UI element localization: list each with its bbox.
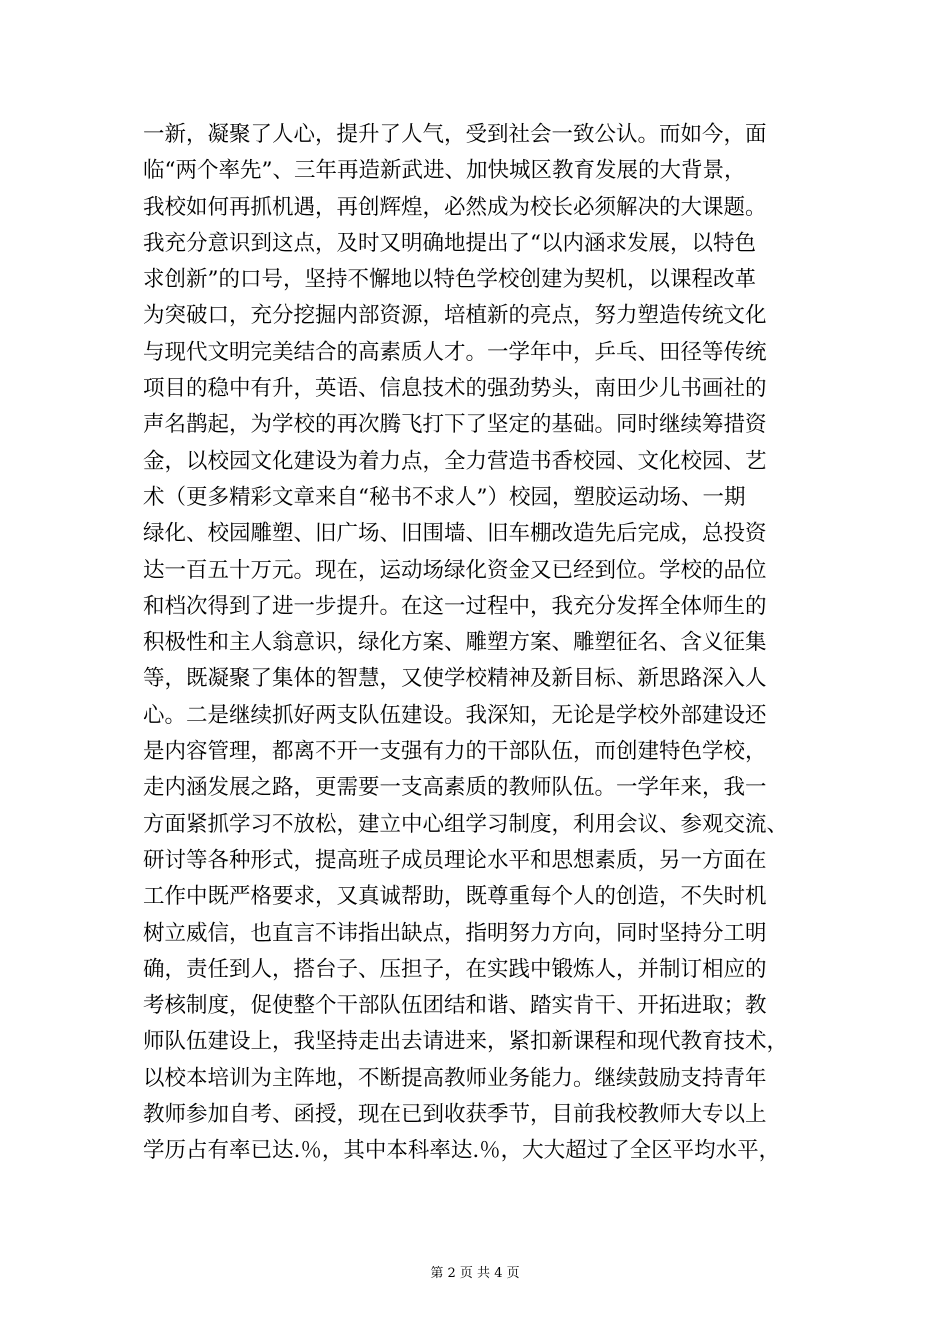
text-line: 教师参加自考、函授，现在已到收获季节，目前我校教师大专以上 <box>143 1102 767 1128</box>
text-line: 求创新”的口号，坚持不懈地以特色学校创建为契机，以课程改革 <box>143 267 756 293</box>
page-number-footer: 第 2 页 共 4 页 <box>430 1266 520 1281</box>
text-line: 积极性和主人翁意识，绿化方案、雕塑方案、雕塑征名、含义征集 <box>143 630 767 656</box>
text-line: 工作中既严格要求，又真诚帮助，既尊重每个人的创造，不失时机 <box>143 884 767 910</box>
text-line: 临“两个率先”、三年再造新武进、加快城区教育发展的大背景， <box>143 158 746 184</box>
text-line: 术（更多精彩文章来自“秘书不求人”）校园，塑胶运动场、一期 <box>143 484 746 510</box>
text-line: 我校如何再抓机遇，再创辉煌，必然成为校长必须解决的大课题。 <box>143 194 767 220</box>
text-line: 为突破口，充分挖掘内部资源，培植新的亮点，努力塑造传统文化 <box>143 303 767 329</box>
text-line: 达一百五十万元。现在，运动场绿化资金又已经到位。学校的品位 <box>143 557 767 583</box>
text-line: 与现代文明完美结合的高素质人才。一学年中，乒乓、田径等传统 <box>143 339 767 365</box>
text-line: 项目的稳中有升，英语、信息技术的强劲势头，南田少儿书画社的 <box>143 376 767 402</box>
text-line: 心。二是继续抓好两支队伍建设。我深知，无论是学校外部建设还 <box>143 702 767 728</box>
text-line: 确，责任到人，搭台子、压担子，在实践中锻炼人，并制订相应的 <box>143 956 767 982</box>
text-line: 绿化、校园雕塑、旧广场、旧围墙、旧车棚改造先后完成，总投资 <box>143 521 767 547</box>
text-line: 树立威信，也直言不讳指出缺点，指明努力方向，同时坚持分工明 <box>143 920 767 946</box>
text-line: 走内涵发展之路，更需要一支高素质的教师队伍。一学年来，我一 <box>143 775 767 801</box>
text-line: 等，既凝聚了集体的智慧，又使学校精神及新目标、新思路深入人 <box>143 666 767 692</box>
text-line: 以校本培训为主阵地，不断提高教师业务能力。继续鼓励支持青年 <box>143 1065 767 1091</box>
text-line: 是内容管理，都离不开一支强有力的干部队伍，而创建特色学校， <box>143 739 767 765</box>
text-line: 研讨等各种形式，提高班子成员理论水平和思想素质，另一方面在 <box>143 847 767 873</box>
text-line: 考核制度，促使整个干部队伍团结和谐、踏实肯干、开拓进取；教 <box>143 993 767 1019</box>
text-line: 方面紧抓学习不放松，建立中心组学习制度，利用会议、参观交流、 <box>143 811 789 837</box>
text-line: 学历占有率已达.％，其中本科率达.％，大大超过了全区平均水平， <box>143 1138 781 1164</box>
text-line: 我充分意识到这点，及时又明确地提出了“以内涵求发展，以特色 <box>143 230 756 256</box>
body-text <box>143 117 823 1170</box>
text-line: 金，以校园文化建设为着力点，全力营造书香校园、文化校园、艺 <box>143 448 767 474</box>
text-line: 声名鹊起，为学校的再次腾飞打下了坚定的基础。同时继续筹措资 <box>143 412 767 438</box>
text-line: 一新，凝聚了人心，提升了人气，受到社会一致公认。而如今，面 <box>143 122 767 147</box>
text-line: 和档次得到了进一步提升。在这一过程中，我充分发挥全体师生的 <box>143 593 767 619</box>
text-line: 师队伍建设上，我坚持走出去请进来，紧扣新课程和现代教育技术， <box>143 1029 789 1055</box>
